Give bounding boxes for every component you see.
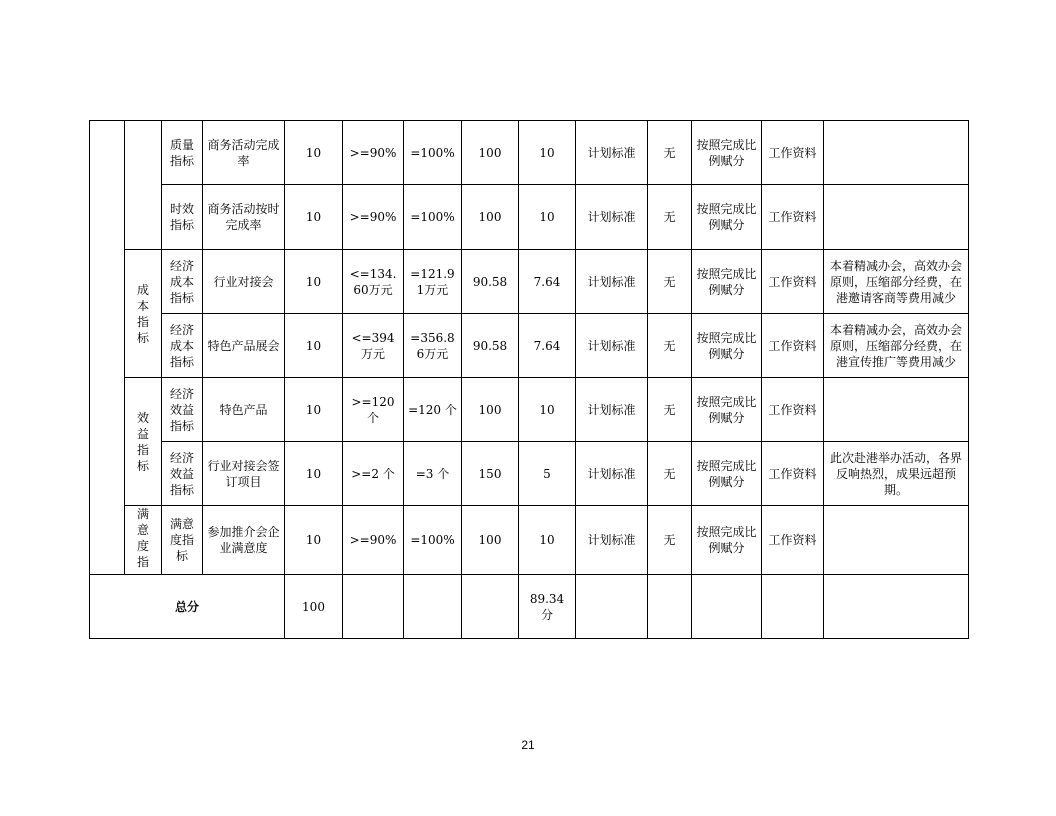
indicator-cell: 商务活动完成率 [203,121,285,185]
weight-cell: 10 [285,250,343,314]
standard-cell: 计划标准 [576,314,648,378]
level3-category-cell: 满意度指标 [162,506,203,575]
total-actual-cell [404,575,462,639]
note-cell [824,378,969,442]
completion-cell: 100 [462,185,519,250]
table-row [90,250,969,314]
standard-cell: 计划标准 [576,185,648,250]
weight-cell: 10 [285,185,343,250]
performance-table [89,120,969,639]
standard-cell: 计划标准 [576,121,648,185]
note-cell: 本着精减办会，高效办会原则，压缩部分经费，在港邀请客商等费用减少 [824,250,969,314]
method-cell: 按照完成比例赋分 [692,250,762,314]
weight-cell: 10 [285,121,343,185]
level3-category-cell: 经济效益指标 [162,378,203,442]
weight-cell: 10 [285,442,343,506]
total-standard-cell [576,575,648,639]
total-source-cell [762,575,824,639]
weight-cell: 10 [285,506,343,575]
total-label: 总分 [90,575,285,639]
source-cell: 工作资料 [762,442,824,506]
target-cell: >=120 个 [343,378,404,442]
score-cell: 5 [519,442,576,506]
note-cell: 此次赴港举办活动，各界反响热烈，成果远超预期。 [824,442,969,506]
score-cell: 10 [519,506,576,575]
source-cell: 工作资料 [762,506,824,575]
level2-category-label: 效益指标 [136,410,149,473]
total-row [90,575,969,639]
actual-cell: =100% [404,121,462,185]
completion-cell: 90.58 [462,314,519,378]
level2-category-cell [125,506,162,575]
completion-cell: 100 [462,121,519,185]
completion-cell: 100 [462,506,519,575]
table-row [90,121,969,185]
standard-cell: 计划标准 [576,442,648,506]
level2-category-label: 满意度指 [136,507,149,569]
method-cell: 按照完成比例赋分 [692,185,762,250]
table-row [90,185,969,250]
deviation-cell: 无 [648,314,692,378]
target-cell: >=90% [343,185,404,250]
target-cell: >=90% [343,506,404,575]
actual-cell: =100% [404,185,462,250]
method-cell: 按照完成比例赋分 [692,442,762,506]
actual-cell: =356.86万元 [404,314,462,378]
level2-category-cell [125,250,162,378]
deviation-cell: 无 [648,506,692,575]
indicator-cell: 特色产品展会 [203,314,285,378]
total-method-cell [692,575,762,639]
table-row [90,378,969,442]
weight-cell: 10 [285,378,343,442]
actual-cell: =100% [404,506,462,575]
indicator-cell: 行业对接会签订项目 [203,442,285,506]
table-row [90,506,969,575]
actual-cell: =3 个 [404,442,462,506]
note-cell [824,185,969,250]
method-cell: 按照完成比例赋分 [692,378,762,442]
source-cell: 工作资料 [762,250,824,314]
level3-category-cell: 经济成本指标 [162,314,203,378]
standard-cell: 计划标准 [576,378,648,442]
level1-category-cell [90,121,125,575]
score-cell: 10 [519,185,576,250]
score-cell: 10 [519,378,576,442]
deviation-cell: 无 [648,185,692,250]
deviation-cell: 无 [648,121,692,185]
score-cell: 7.64 [519,314,576,378]
level3-category-cell: 经济效益指标 [162,442,203,506]
target-cell: <=394 万元 [343,314,404,378]
total-weight-cell: 100 [285,575,343,639]
target-cell: >=2 个 [343,442,404,506]
score-cell: 7.64 [519,250,576,314]
total-score-cell: 89.34 分 [519,575,576,639]
deviation-cell: 无 [648,378,692,442]
score-cell: 10 [519,121,576,185]
target-cell: <=134.60万元 [343,250,404,314]
total-deviation-cell [648,575,692,639]
level3-category-cell: 质量指标 [162,121,203,185]
standard-cell: 计划标准 [576,250,648,314]
completion-cell: 150 [462,442,519,506]
actual-cell: =120 个 [404,378,462,442]
note-cell [824,506,969,575]
source-cell: 工作资料 [762,121,824,185]
deviation-cell: 无 [648,442,692,506]
level2-category-cell [125,378,162,506]
table-row [90,314,969,378]
actual-cell: =121.91万元 [404,250,462,314]
level3-category-cell: 经济成本指标 [162,250,203,314]
level2-category-label: 成本指标 [136,282,149,345]
page-number: 21 [521,738,535,752]
indicator-cell: 特色产品 [203,378,285,442]
source-cell: 工作资料 [762,185,824,250]
indicator-cell: 行业对接会 [203,250,285,314]
method-cell: 按照完成比例赋分 [692,314,762,378]
weight-cell: 10 [285,314,343,378]
method-cell: 按照完成比例赋分 [692,121,762,185]
level3-category-cell: 时效指标 [162,185,203,250]
method-cell: 按照完成比例赋分 [692,506,762,575]
completion-cell: 100 [462,378,519,442]
total-completion-cell [462,575,519,639]
source-cell: 工作资料 [762,314,824,378]
completion-cell: 90.58 [462,250,519,314]
indicator-cell: 参加推介会企业满意度 [203,506,285,575]
deviation-cell: 无 [648,250,692,314]
table-row [90,442,969,506]
note-cell [824,121,969,185]
standard-cell: 计划标准 [576,506,648,575]
target-cell: >=90% [343,121,404,185]
level2-category-cell [125,121,162,250]
source-cell: 工作资料 [762,378,824,442]
note-cell: 本着精减办会，高效办会原则，压缩部分经费，在港宣传推广等费用减少 [824,314,969,378]
total-note-cell [824,575,969,639]
total-target-cell [343,575,404,639]
indicator-cell: 商务活动按时完成率 [203,185,285,250]
